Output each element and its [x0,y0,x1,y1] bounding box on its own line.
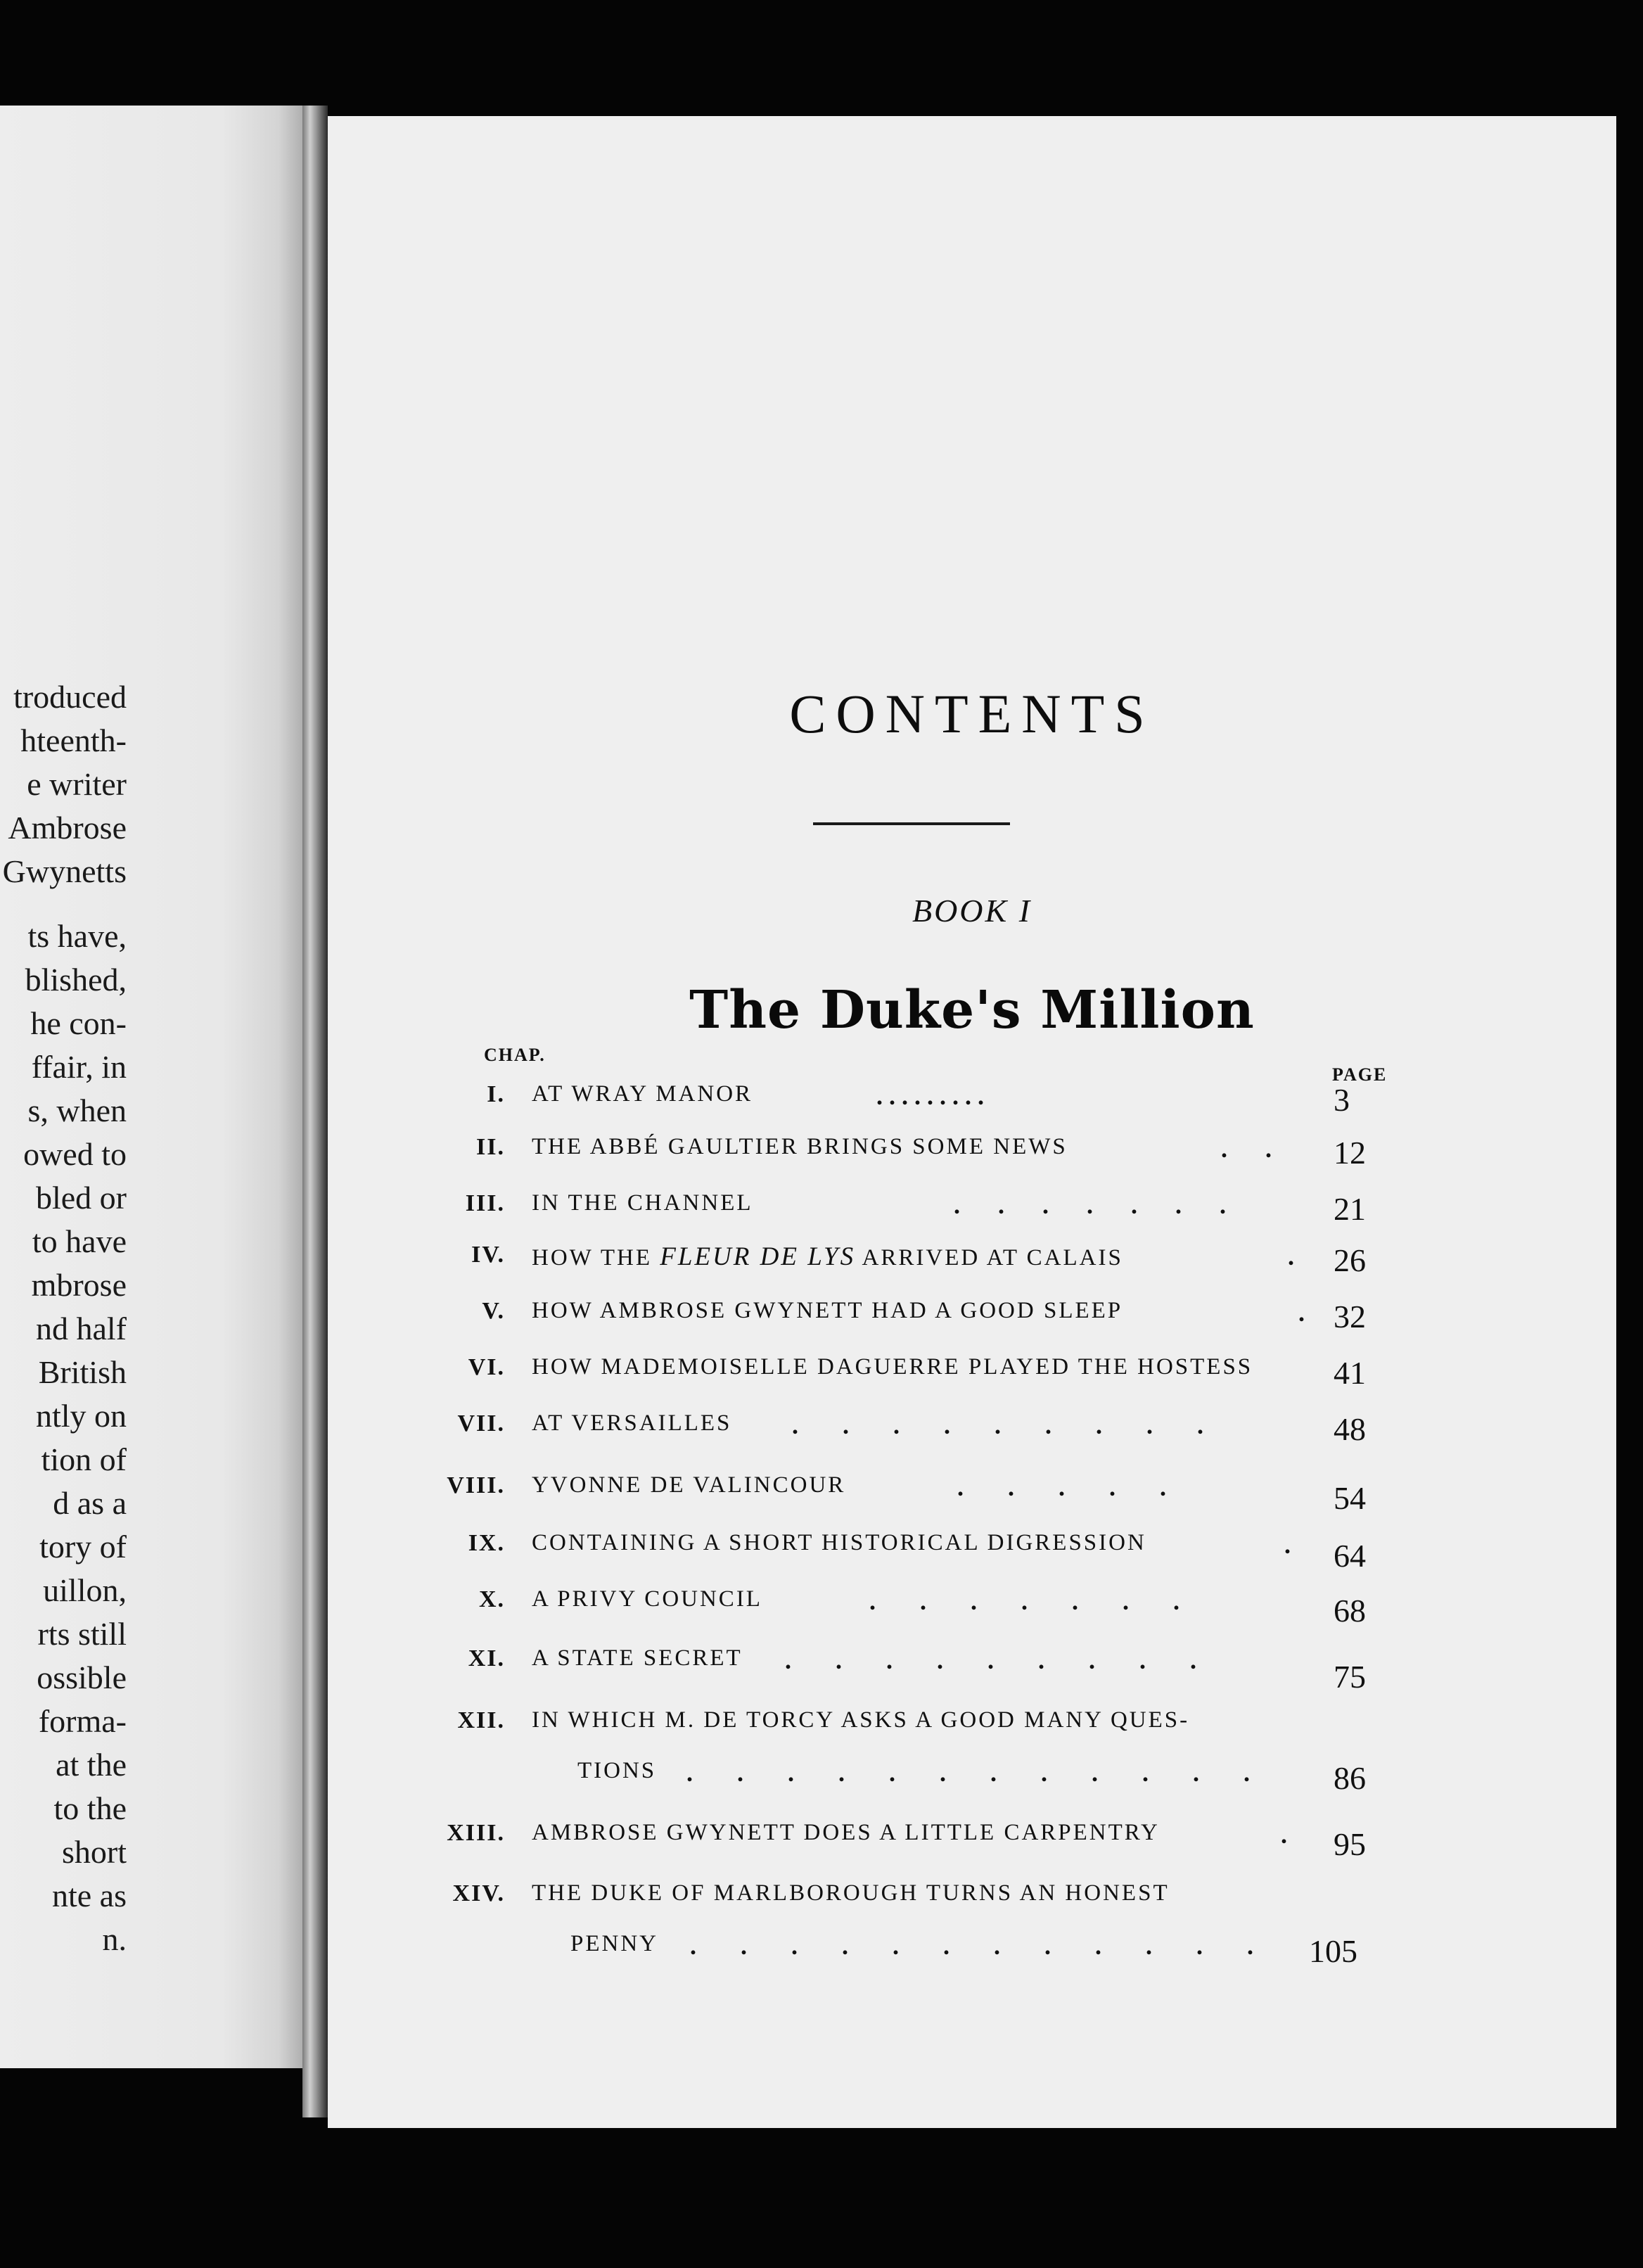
left-line: he con- [30,1005,127,1041]
left-line: n. [102,1921,127,1957]
chapter-number: VII. [457,1410,505,1436]
chapter-number: XIV. [452,1880,505,1906]
page-number: 95 [1334,1826,1366,1862]
chapter-title: AMBROSE GWYNETT DOES A LITTLE CARPENTRY [532,1820,1160,1845]
chapter-title: AT WRAY MANOR [532,1081,753,1107]
dot-leader: . [1298,1299,1305,1327]
chapter-title: A STATE SECRET [532,1645,743,1671]
left-line: short [62,1834,127,1870]
left-line: s, when [27,1092,127,1128]
chapter-column-label: CHAP. [484,1045,546,1065]
left-line: tory of [39,1529,127,1565]
left-line: ffair, in [31,1049,127,1085]
chapter-number: VIII. [447,1472,505,1498]
left-line: tion of [41,1441,127,1477]
chapter-title: THE ABBÉ GAULTIER BRINGS SOME NEWS [532,1134,1068,1159]
page-number: 75 [1334,1659,1366,1695]
left-line: ossible [37,1659,127,1695]
dot-leader: . [1288,1242,1294,1270]
chapter-number: VI. [468,1354,505,1380]
paragraph-gap [0,893,127,915]
page-number: 26 [1334,1242,1366,1278]
left-line: uillon, [43,1572,127,1608]
left-line: to the [53,1790,127,1826]
chapter-number: IV. [471,1242,505,1268]
chapter-number: V. [482,1298,505,1324]
page-number: 21 [1334,1191,1366,1227]
page-column-label: PAGE [1332,1064,1388,1085]
toc-entry [328,1354,1616,1403]
chapter-title: YVONNE DE VALINCOUR [532,1472,846,1498]
dot-leader: . . [1221,1135,1272,1163]
toc-entry [328,1410,1616,1460]
chapter-number: XIII. [447,1820,505,1846]
left-line: d as a [53,1485,127,1521]
left-line: British [38,1354,127,1390]
left-line: troduced [13,679,127,715]
toc-entry [328,1298,1616,1347]
dot-leader: . . . . . . . . . . . . [686,1759,1250,1787]
left-line: forma- [38,1703,127,1739]
toc-entry [328,1190,1616,1240]
left-line: Gwynetts [2,853,127,889]
chapter-title: HOW MADEMOISELLE DAGUERRE PLAYED THE HOSTESS [532,1354,1253,1380]
left-line: hteenth- [20,722,127,758]
chapter-number: III. [465,1190,505,1216]
dot-leader: . . . . . . . . . [785,1646,1196,1674]
left-line: to have [32,1223,127,1259]
left-line: Ambrose [8,810,127,846]
page-number: 3 [1334,1082,1350,1118]
dot-leader: . . . . . . . . . [876,1082,984,1110]
chapter-title: CONTAINING A SHORT HISTORICAL DIGRESSION [532,1530,1146,1555]
left-line: bled or [35,1180,127,1216]
book-title: The Duke's Million [689,980,1255,1040]
chapter-number: I. [487,1081,505,1107]
page-number: 41 [1334,1355,1366,1391]
book-gutter [302,106,328,2117]
left-line: ts have, [27,918,127,954]
book-label: BOOK I [912,893,1033,929]
dot-leader: . . . . . . . . . . . . [690,1932,1253,1960]
page-number: 48 [1334,1411,1366,1447]
page-number: 86 [1334,1760,1366,1796]
chapter-title-continued: PENNY [570,1931,659,1956]
chapter-number: X. [478,1586,505,1612]
chapter-title: A PRIVY COUNCIL [532,1586,762,1612]
left-line: ntly on [35,1398,127,1434]
left-line: rts still [37,1616,127,1652]
left-line: mbrose [31,1267,127,1303]
page-number: 32 [1334,1299,1366,1334]
title-divider [813,822,1010,825]
ship-name: FLEUR DE LYS [660,1242,856,1271]
chapter-number: II. [476,1134,505,1160]
page-number: 64 [1334,1538,1366,1574]
toc-entry [328,1707,1616,1806]
toc-entry [328,1586,1616,1636]
previous-page [0,106,317,2068]
toc-entry [328,1134,1616,1183]
previous-page-text [0,675,127,1961]
toc-entry [328,1472,1616,1522]
chapter-number: XII. [457,1707,505,1733]
left-line: nd half [35,1311,127,1346]
chapter-title-continued: TIONS [577,1758,657,1783]
chapter-title-part: ARRIVED AT CALAIS [862,1245,1123,1270]
toc-entry [328,1645,1616,1695]
page-number: 105 [1309,1933,1357,1969]
page-number: 12 [1334,1135,1366,1171]
left-line: e writer [27,766,127,802]
dot-leader: . . . . . . . [869,1587,1179,1615]
contents-page [328,116,1616,2128]
chapter-number: XI. [468,1645,505,1671]
dot-leader: . . . . . [957,1473,1166,1501]
chapter-title: THE DUKE OF MARLBOROUGH TURNS AN HONEST [532,1880,1170,1906]
page-number: 68 [1334,1593,1366,1629]
left-line: nte as [51,1878,127,1913]
toc-entry [328,1820,1616,1869]
chapter-title: AT VERSAILLES [532,1410,732,1436]
chapter-title: IN THE CHANNEL [532,1190,753,1216]
toc-entry [328,1242,1616,1291]
dot-leader: . . . . . . . [954,1191,1226,1219]
toc-entry [328,1530,1616,1579]
chapter-title: IN WHICH M. DE TORCY ASKS A GOOD MANY QUES- [532,1707,1190,1733]
chapter-number: IX. [468,1530,505,1556]
page-title: CONTENTS [789,683,1155,744]
page-number: 54 [1334,1480,1366,1516]
dot-leader: . . . . . . . . . [792,1411,1203,1439]
toc-entry [328,1880,1616,1979]
left-line: blished, [25,962,127,998]
left-line: at the [56,1747,127,1783]
toc-entry [328,1081,1616,1130]
dot-leader: . [1284,1531,1291,1559]
chapter-title [532,1242,1123,1272]
left-line: owed to [23,1136,127,1172]
chapter-title: HOW AMBROSE GWYNETT HAD A GOOD SLEEP [532,1298,1123,1323]
chapter-title-part: HOW THE [532,1245,653,1270]
dot-leader: . [1281,1821,1287,1849]
